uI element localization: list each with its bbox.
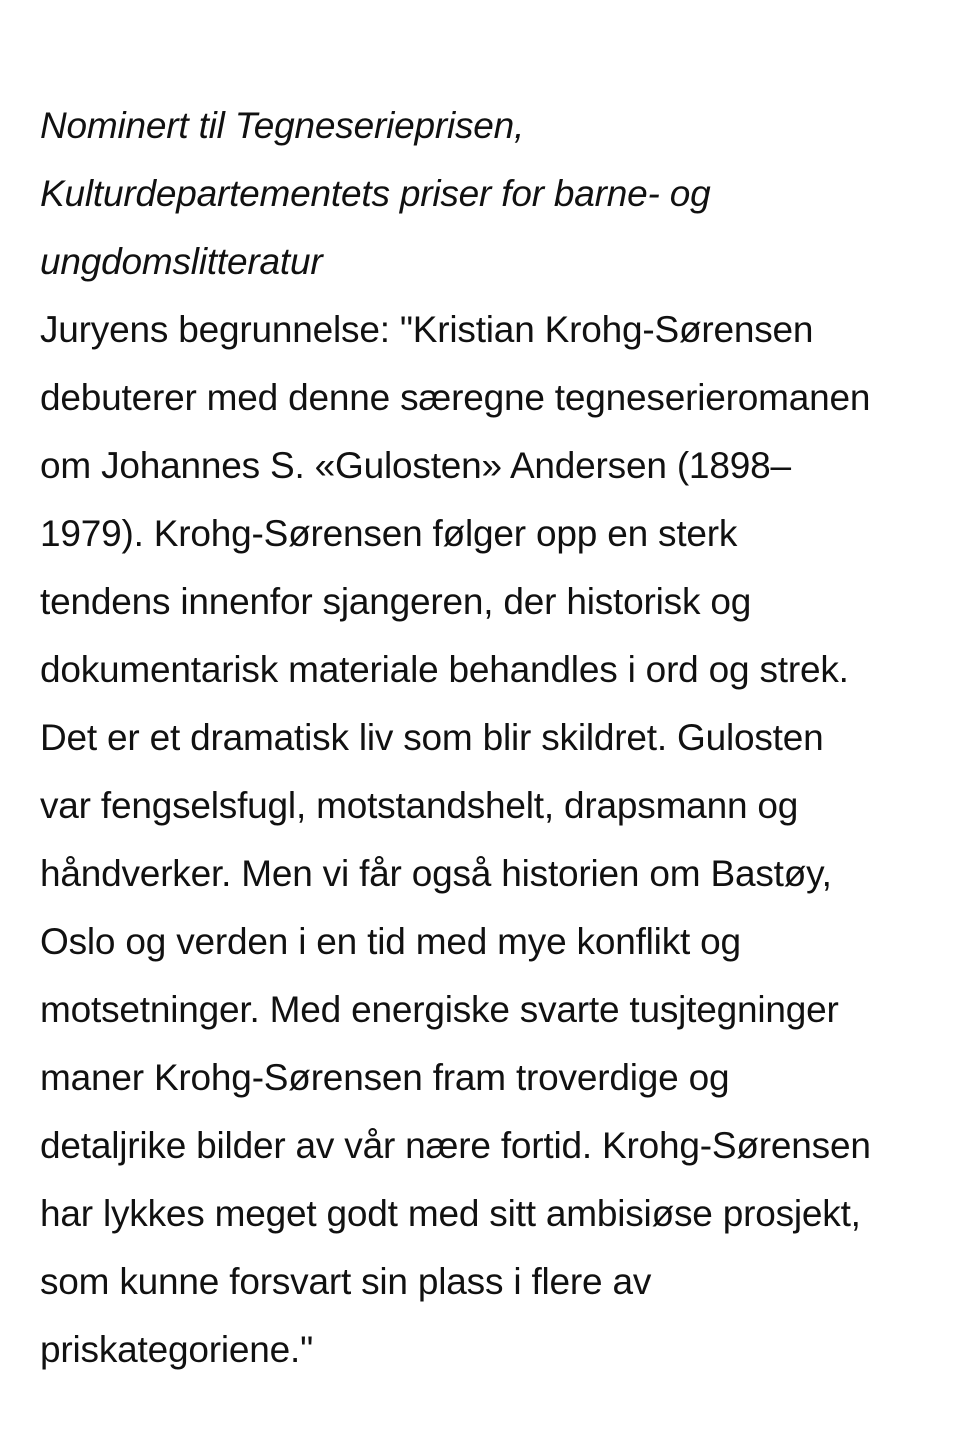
jury-line: maner Krohg-Sørensen fram troverdige og — [40, 1057, 730, 1098]
jury-line: priskategoriene." — [40, 1329, 313, 1370]
jury-line: debuterer med denne særegne tegneserieromanen — [40, 377, 871, 418]
jury-line: som kunne forsvart sin plass i flere av — [40, 1261, 652, 1302]
jury-line: om Johannes S. «Gulosten» Andersen (1898– — [40, 445, 791, 486]
jury-line: var fengselsfugl, motstandshelt, drapsmann og — [40, 785, 799, 826]
jury-line: håndverker. Men vi får også historien om Bastøy, — [40, 853, 832, 894]
nomination-note — [40, 92, 920, 296]
jury-line: Juryens begrunnelse: "Kristian Krohg-Sørensen — [40, 309, 814, 350]
jury-line: motsetninger. Med energiske svarte tusjtegninger — [40, 989, 839, 1030]
article-text — [40, 92, 920, 1384]
jury-line: Det er et dramatisk liv som blir skildret. Gulosten — [40, 717, 824, 758]
jury-statement — [40, 296, 920, 1384]
nomination-line: Nominert til Tegneserieprisen, — [40, 105, 525, 146]
nomination-line: Kulturdepartementets priser for barne- og — [40, 173, 711, 214]
jury-line: 1979). Krohg-Sørensen følger opp en sterk — [40, 513, 738, 554]
nomination-line: ungdomslitteratur — [40, 241, 323, 282]
jury-line: har lykkes meget godt med sitt ambisiøse prosjekt, — [40, 1193, 861, 1234]
jury-line: Oslo og verden i en tid med mye konflikt og — [40, 921, 741, 962]
jury-line: tendens innenfor sjangeren, der historisk og — [40, 581, 752, 622]
jury-line: dokumentarisk materiale behandles i ord og strek. — [40, 649, 849, 690]
jury-line: detaljrike bilder av vår nære fortid. Krohg-Sørensen — [40, 1125, 871, 1166]
